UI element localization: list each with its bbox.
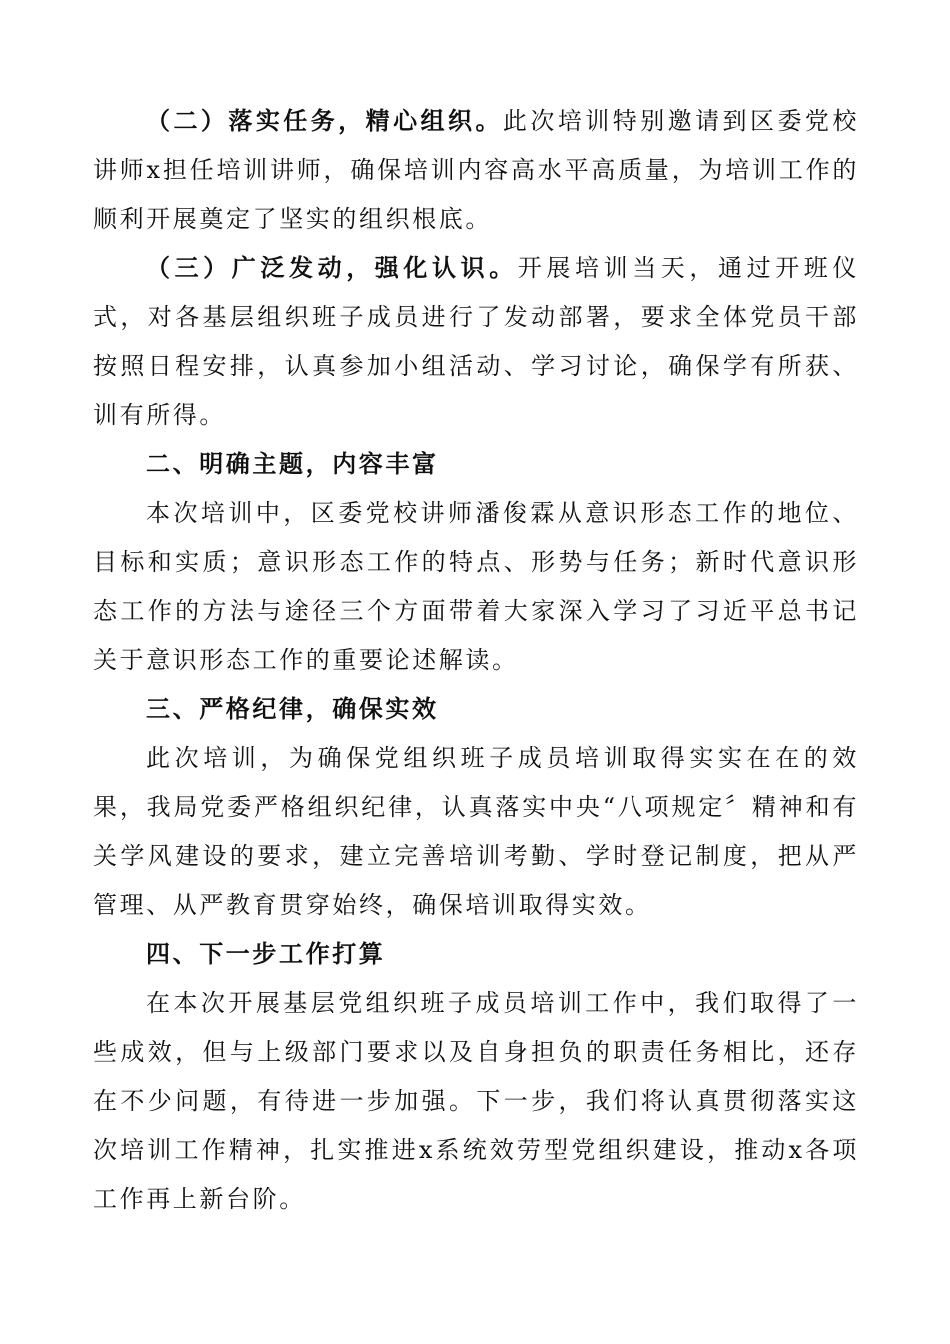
- paragraph-theme: 本次培训中，区委党校讲师潘俊霖从意识形态工作的地位、目标和实质；意识形态工作的特点、形势与任务；新时代意识形态工作的方法与途径三个方面带着大家深入学习了习近平总书记关于意识形态工作的重要论述解读。: [93, 499, 859, 674]
- paragraph-body: 此次培训特别邀请到区委党校讲师x担任培训讲师，确保培训内容高水平高质量，为培训工作的顺利开展奠定了坚实的组织根底。: [93, 107, 859, 233]
- paragraph-lead: （三）广泛发动，强化认识。: [146, 254, 518, 282]
- paragraph-discipline: 此次培训，为确保党组织班子成员培训取得实实在在的效果，我局党委严格组织纪律，认真落实中央“八项规定〞精神和有关学风建设的要求，建立完善培训考勤、学时登记制度，把从严管理、从严教育贯穿始终，确保培训取得实效。: [93, 744, 859, 919]
- document-page: [93, 97, 859, 1224]
- section-heading-next-steps: 四、下一步工作打算: [146, 940, 386, 968]
- paragraph-next-steps: 在本次开展基层党组织班子成员培训工作中，我们取得了一些成效，但与上级部门要求以及自身担负的职责任务相比，还存在不少问题，有待进一步加强。下一步，我们将认真贯彻落实这次培训工作精神，扎实推进x系统效劳型党组织建设，推动x各项工作再上新台阶。: [93, 989, 859, 1213]
- paragraph-organize: [93, 97, 859, 244]
- paragraph-body: 开展培训当天，通过开班仪式，对各基层组织班子成员进行了发动部署，要求全体党员干部按照日程安排，认真参加小组活动、学习讨论，确保学有所获、训有所得。: [93, 254, 859, 429]
- paragraph-mobilize: [93, 244, 859, 440]
- paragraph-lead: （二）落实任务，精心组织。: [146, 107, 503, 135]
- section-heading-theme: 二、明确主题，内容丰富: [146, 450, 439, 478]
- section-heading-discipline: 三、严格纪律，确保实效: [146, 695, 439, 723]
